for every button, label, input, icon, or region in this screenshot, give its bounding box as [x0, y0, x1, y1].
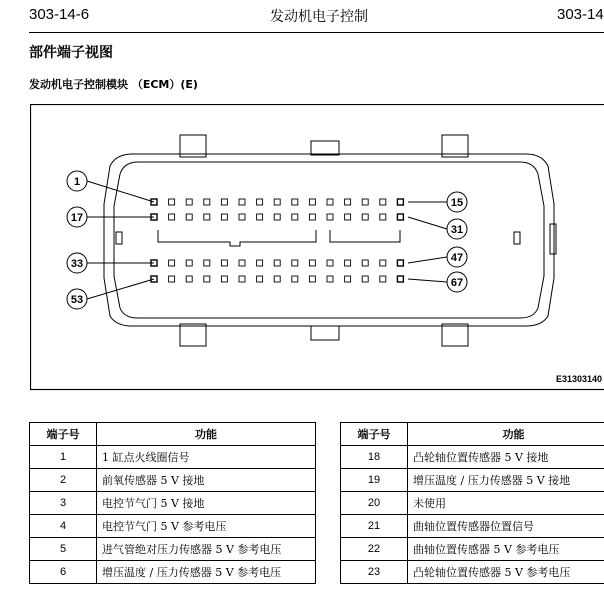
pin-function: 增压温度 / 压力传感器 5 V 接地	[408, 469, 604, 492]
pin-number: 18	[341, 446, 408, 469]
pin-cavity	[257, 199, 263, 205]
pin-cavity	[169, 276, 175, 282]
pin-cavity	[309, 260, 315, 266]
pin-cavity	[257, 276, 263, 282]
pin-label: 67	[450, 277, 464, 289]
pin-function: 前氧传感器 5 V 接地	[97, 469, 316, 492]
pin-cavity	[169, 260, 175, 266]
diagram-frame	[31, 105, 604, 390]
pin-cavity	[274, 199, 280, 205]
callout-leader	[87, 279, 154, 299]
pin-cavity	[309, 276, 315, 282]
top-notch-center	[311, 141, 339, 155]
callouts	[67, 171, 467, 309]
pin-number: 22	[341, 538, 408, 561]
pin-function: 未使用	[408, 492, 604, 515]
pin-cavity	[274, 276, 280, 282]
pin-function: 电控节气门 5 V 参考电压	[97, 515, 316, 538]
pin-cavity	[345, 214, 351, 220]
pin-cavity	[186, 260, 192, 266]
pin-cavity	[380, 260, 386, 266]
pin-cavity	[221, 260, 227, 266]
section-title: 部件端子视图	[29, 45, 113, 61]
pin-cavity	[239, 214, 245, 220]
pin-cavity	[221, 276, 227, 282]
pin-cavity	[327, 214, 333, 220]
pin-function: 进气管绝对压力传感器 5 V 参考电压	[97, 538, 316, 561]
pin-cavity	[221, 199, 227, 205]
table-row	[30, 561, 316, 584]
pin-cavity	[239, 276, 245, 282]
pin-cavity	[186, 214, 192, 220]
table-header-row	[30, 423, 316, 446]
pin-cavity	[257, 260, 263, 266]
pin-cavity	[380, 214, 386, 220]
pin-label: 1	[73, 176, 81, 188]
pin-cavity	[292, 260, 298, 266]
pin-cavity	[327, 260, 333, 266]
pin-cavity	[204, 199, 210, 205]
pin-function: 曲轴位置传感器位置信号	[408, 515, 604, 538]
pin-number: 1	[30, 446, 97, 469]
table-row	[30, 515, 316, 538]
pin-label: 53	[70, 294, 84, 306]
pin-cavity	[397, 199, 403, 205]
pin-number: 21	[341, 515, 408, 538]
pin-cavity	[397, 260, 403, 266]
bottom-notch-right	[442, 324, 468, 346]
table-row	[30, 469, 316, 492]
pin-cavity	[186, 276, 192, 282]
table-row	[30, 538, 316, 561]
pin-grid	[151, 199, 403, 282]
table-row	[341, 515, 604, 538]
figure-id: E31303140	[556, 374, 603, 384]
pin-cavity	[327, 276, 333, 282]
callout-leader	[87, 181, 154, 202]
pin-label: 31	[450, 224, 464, 236]
pin-function: 曲轴位置传感器 5 V 参考电压	[408, 538, 604, 561]
col-header-function: 功能	[408, 423, 604, 446]
pin-cavity	[362, 199, 368, 205]
pin-cavity	[397, 276, 403, 282]
right-slot	[514, 232, 520, 244]
page-number-right: 303-14	[557, 6, 604, 23]
pin-function: 增压温度 / 压力传感器 5 V 参考电压	[97, 561, 316, 584]
pin-cavity	[345, 276, 351, 282]
pin-table-left	[29, 422, 316, 584]
page-number: 303-14-6	[29, 6, 90, 23]
pin-function: 电控节气门 5 V 接地	[97, 492, 316, 515]
pin-cavity	[327, 199, 333, 205]
pin-number: 19	[341, 469, 408, 492]
table-row	[30, 492, 316, 515]
pin-cavity	[292, 214, 298, 220]
pin-label: 15	[450, 197, 464, 209]
pin-cavity	[274, 260, 280, 266]
col-header-function: 功能	[97, 423, 316, 446]
pin-label: 47	[450, 252, 464, 264]
chapter-title: 发动机电子控制	[270, 9, 368, 25]
table-row	[341, 561, 604, 584]
table-row	[341, 446, 604, 469]
pin-cavity	[345, 199, 351, 205]
pin-cavity	[274, 214, 280, 220]
pin-cavity	[309, 214, 315, 220]
callout-leader	[408, 217, 447, 229]
pin-cavity	[257, 214, 263, 220]
pin-cavity	[362, 260, 368, 266]
pin-cavity	[204, 214, 210, 220]
key-rail-left	[158, 230, 316, 246]
pin-function: 凸轮轴位置传感器 5 V 参考电压	[408, 561, 604, 584]
pin-cavity	[309, 199, 315, 205]
table-row	[341, 492, 604, 515]
pin-label: 33	[70, 258, 84, 270]
right-tab	[550, 224, 556, 254]
pin-cavity	[221, 214, 227, 220]
callout-leader	[408, 279, 447, 282]
pin-cavity	[239, 260, 245, 266]
col-header-pin: 端子号	[341, 423, 408, 446]
pin-cavity	[380, 276, 386, 282]
pin-label: 17	[70, 212, 84, 224]
pin-number: 3	[30, 492, 97, 515]
pin-number: 2	[30, 469, 97, 492]
pin-number: 5	[30, 538, 97, 561]
pin-number: 6	[30, 561, 97, 584]
pin-function: 凸轮轴位置传感器 5 V 接地	[408, 446, 604, 469]
connector-diagram	[30, 104, 604, 391]
left-slot	[116, 232, 122, 244]
bottom-notch-center	[311, 326, 339, 340]
pin-cavity	[345, 260, 351, 266]
pin-cavity	[397, 214, 403, 220]
pin-cavity	[204, 276, 210, 282]
pin-number: 20	[341, 492, 408, 515]
pin-cavity	[292, 199, 298, 205]
pin-table-right	[340, 422, 604, 584]
pin-cavity	[292, 276, 298, 282]
table-header-row	[341, 423, 604, 446]
table-row	[30, 446, 316, 469]
pin-cavity	[239, 199, 245, 205]
pin-cavity	[204, 260, 210, 266]
page-header	[0, 6, 604, 26]
pin-cavity	[186, 199, 192, 205]
pin-cavity	[362, 214, 368, 220]
connector-body-outer	[104, 154, 554, 326]
header-rule	[29, 32, 604, 33]
callout-leader	[408, 257, 447, 263]
key-rail-right	[330, 230, 400, 242]
pin-cavity	[362, 276, 368, 282]
table-row	[341, 538, 604, 561]
pin-cavity	[380, 199, 386, 205]
table-row	[341, 469, 604, 492]
connector-body-inner	[114, 162, 544, 318]
col-header-pin: 端子号	[30, 423, 97, 446]
bottom-notch-left	[180, 324, 206, 346]
pin-number: 23	[341, 561, 408, 584]
subtitle: 发动机电子控制模块 （ECM）(E)	[29, 78, 198, 91]
pin-function: 1 缸点火线圈信号	[97, 446, 316, 469]
pin-number: 4	[30, 515, 97, 538]
pin-cavity	[169, 214, 175, 220]
pin-cavity	[169, 199, 175, 205]
